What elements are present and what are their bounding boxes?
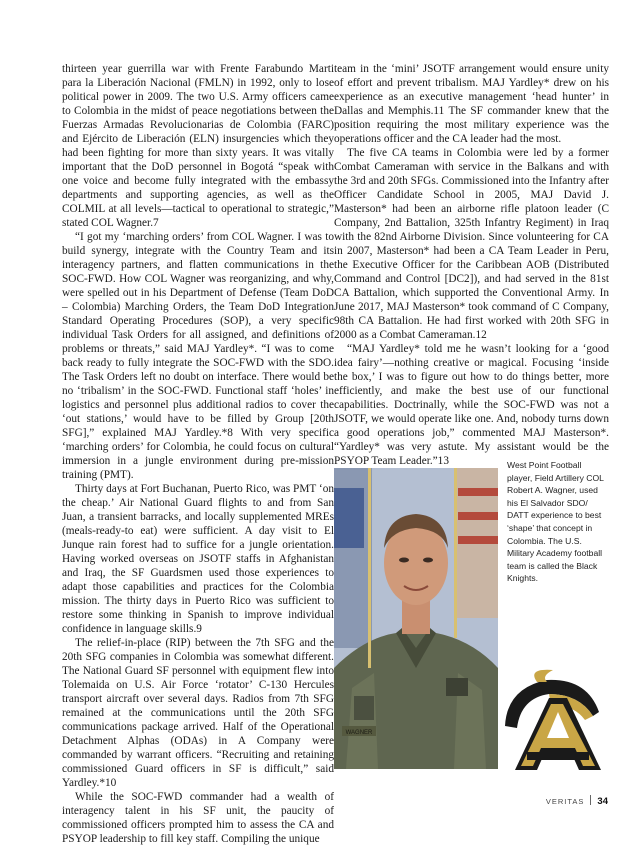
left-paragraph-4: The relief-in-place (RIP) between the 7th SFG and the 20th SFG companies in Colombia was somewhat different. The National Guard SF personnel with equipment flew into Tolemaida on U.S. Air Force ‘rotator’ C-130 Hercules transport aircraft over several days. Radios from 7th SFG remained at the communications until the 20th SFG communications package arrived. Half of the Operational Detachment Alphas (ODAs) in A Company were commanded by warrant officers. “Recruiting and retaining commissioned Guard officers in SF is difficult,” said Yardley.*10 [62, 637, 334, 789]
army-black-knights-logo [497, 668, 609, 772]
left-paragraph-2: “I got my ‘marching orders’ from COL Wagner. I was to build synergy, integrate with the Country Team and its interagency partners, and flatten communications in the SOC-FWD. How COL Wagner was reorganizing, and why, were spelled out in his Department of Defense (Team DoD – Colombia) Marching Orders, the Team DoD Integration Standard Operating Procedures (SOP), a very specific individual Task Orders for all assigned, and definitions of problems or threats,” said MAJ Yardley*. “I was to come back ready to fully integrate the SOC-FWD with the SDO. The Task Orders left no doubt on interface. There would be no ‘tribalism’ in the SOC-FWD. Functional staff ‘holes’ in logistics and personnel plus additional radios to cover the ‘out stations,’ would have to be filled by Group [20th SFG],” explained MAJ Yardley.*8 With very specific ‘marching orders’ for Colombia, he could focus on cultural immersion in a jungle environment during pre-mission training (PMT). [62, 231, 334, 481]
left-paragraph-5: While the SOC-FWD commander had a wealth of interagency talent in his SF unit, the paucity of commissioned officers prompted him to assess the CA and PSYOP leadership to fill key staff. Compiling the unique [62, 791, 334, 845]
publication-name: VERITAS [545, 797, 585, 806]
left-column [62, 62, 334, 846]
portrait-photo [334, 468, 498, 769]
portrait-illustration [334, 468, 498, 769]
left-paragraph-3: Thirty days at Fort Buchanan, Puerto Rico, was PMT ‘on the cheap.’ Air National Guard flights to and from San Juan, a transient barracks, and locally supplemented MREs (meals-ready-to eat) were sufficient. A day visit to El Junque rain forest had to suffice for a jungle orientation. Having worked overseas on JSOTF staffs in Afghanistan and Iraq, the SF Guardsmen used those experiences to adapt those capabilities and practices for the Colombia mission. The thirty days in Puerto Rico was sufficient to restore some thinking in Spanish to improve individual confidence in language skills.9 [62, 483, 334, 635]
photo-caption: West Point Football player, Field Artillery COL Robert A. Wagner, used his El Salvador SDO/ DATT experience to best ‘shape’ that concept in Colombia. The U.S. Military Academy football team is called the Black Knights. [507, 460, 604, 584]
name-tape: WAGNER [345, 730, 373, 736]
footer-divider [590, 795, 591, 805]
left-paragraph-1: thirteen year guerrilla war with Frente Farabundo Marti para la Liberación Nacional (FMLN) in 1992, only to lose political power in 2009. The two U.S. Army officers came to Colombia in the midst of peace negotiations between the Fuerzas Armadas Revolucionarias de Colombia (FARC) and Ejército de Liberación (ELN) insurgencies which they had been fighting for more than sixty years. It was vitally important that the DoD personnel in Bogotá “speak with one voice and become fully integrated with the embassy departments and supporting agencies, as well as the COLMIL at all levels—tactical to operational to strategic,” stated COL Wagner.7 [62, 63, 334, 229]
right-column [334, 62, 609, 468]
right-paragraph-3: “MAJ Yardley* told me he wasn’t looking for a ‘good idea fairy’—nothing creative or magical. Focusing ‘inside the box,’ I was to figure out how to do things better, more efficiently, and make the best use of our functional capabilities. Doctrinally, while the SOC-FWD was not a JSOTF, we would operate like one. And, nobody turns down a good operations job,” commented MAJ Masterson*. “Yardley* was very astute. My assistant would be the PSYOP Team Leader.”13 [334, 343, 609, 467]
page-footer [480, 791, 608, 809]
right-paragraph-2: The five CA teams in Colombia were led by a former Combat Cameraman with service in the Balkans and with the 3rd and 20th SFGs. Commissioned into the Infantry after Officer Candidate School in 2005, MAJ David J. Masterson* had been an airborne rifle platoon leader (C Company, 2nd Battalion, 325th Infantry Regiment) in Iraq with the 82nd Airborne Division. Since volunteering for CA in 2007, Masterson* had been a CA Team Leader in Peru, the Executive Officer for the Caribbean AOB (Distributed Command and Control [DC2]), and had served in the 81st CA Battalion, which supported the Conventional Army. In June 2017, MAJ Masterson* took command of C Company, 98th CA Battalion. He had first worked with 20th SFG in 2000 as a Combat Cameraman.12 [334, 147, 609, 341]
page-number: 34 [597, 796, 608, 807]
right-paragraph-1: team in the ‘mini’ JSOTF arrangement would ensure unity of effort and prevent tribalism. MAJ Yardley* drew on his experience as an executive management ‘head hunter’ in Dallas and Memphis.11 The SF commander knew that the position requiring the most military experience was the operations officer and the CA leader had the most. [334, 63, 609, 145]
